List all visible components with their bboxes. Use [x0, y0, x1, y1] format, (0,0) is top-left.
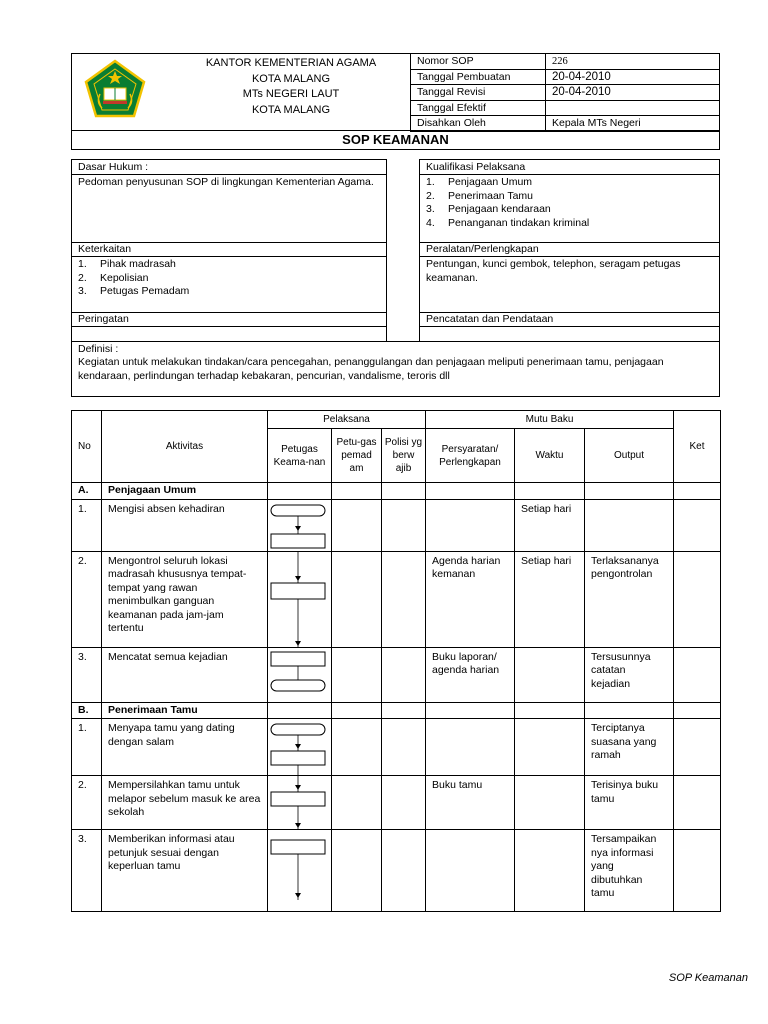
meta-label: Nomor SOP	[411, 54, 546, 70]
pencatatan-label: Pencatatan dan Pendataan	[426, 313, 554, 325]
row-output: Tersampaikan nya informasi yang dibutuhkan tamu	[585, 830, 674, 912]
definisi-text: Kegiatan untuk melakukan tindakan/cara pencegahan, penanggulangan dan penjagaan meliputi penerimaan tamu, penjagaan kendaraan, perlindungan terhadap kebakaran, pencurian, vandalisme, teroris dll	[78, 356, 664, 382]
dasar-hukum-label: Dasar Hukum :	[78, 161, 149, 173]
row-aktivitas: Mencatat semua kejadian	[102, 647, 268, 702]
col-petugas-pemadam: Petu-gas pemad am	[332, 429, 382, 483]
kemenag-emblem-icon	[82, 58, 148, 122]
row-waktu	[515, 776, 585, 830]
meta-label: Disahkan Oleh	[411, 116, 546, 132]
list-item: 2. Kepolisian	[78, 271, 149, 284]
footer-caption: SOP Keamanan	[668, 972, 748, 984]
dasar-hukum-text: Pedoman penyusunan SOP di lingkungan Kementerian Agama.	[78, 176, 374, 188]
keterkaitan-label: Keterkaitan	[78, 243, 132, 255]
org-line-2: KOTA MALANG	[251, 72, 331, 85]
row-output: Terisinya buku tamu	[585, 776, 674, 830]
row-persyaratan	[426, 499, 515, 551]
col-polisi: Polisi yg berw ajib	[382, 429, 426, 483]
row-no: 3.	[72, 647, 102, 702]
flowchart-start-icon	[268, 500, 332, 552]
row-waktu	[515, 719, 585, 776]
definisi-label: Definisi :	[78, 343, 119, 355]
peralatan-label: Peralatan/Perlengkapan	[426, 243, 539, 255]
kualifikasi-label: Kualifikasi Pelaksana	[426, 161, 526, 173]
row-no: 3.	[72, 830, 102, 912]
section-no: B.	[72, 702, 102, 719]
list-item: 2. Penerimaan Tamu	[426, 189, 534, 202]
row-aktivitas: Mengisi absen kehadiran	[102, 499, 268, 551]
kualifikasi-list	[426, 176, 716, 230]
flowchart-cell	[268, 647, 332, 702]
flowchart-process-icon	[268, 552, 332, 648]
flowchart-start-icon	[268, 719, 332, 776]
section-row	[72, 702, 721, 719]
row-aktivitas: Mempersilahkan tamu untuk melapor sebelum masuk ke area sekolah	[102, 776, 268, 830]
meta-row	[411, 85, 720, 101]
row-output: Terciptanya suasana yang ramah	[585, 719, 674, 776]
meta-row	[411, 100, 720, 116]
sop-activity-table	[71, 410, 721, 912]
meta-row	[411, 69, 720, 85]
table-row	[72, 719, 721, 776]
row-aktivitas: Mengontrol seluruh lokasi madrasah khususnya tempat-tempat yang rawan menimbulkan ganguan keamanan pada jam-jam tertentu	[102, 551, 268, 647]
section-title: Penjagaan Umum	[102, 483, 268, 500]
row-persyaratan	[426, 719, 515, 776]
row-output: Terlaksananya pengontrolan	[585, 551, 674, 647]
meta-value: 226	[546, 54, 720, 70]
sop-meta-table	[410, 53, 720, 132]
meta-value: 20-04-2010	[546, 85, 720, 101]
meta-row	[411, 116, 720, 132]
meta-value	[546, 100, 720, 116]
col-mutu-baku: Mutu Baku	[426, 411, 674, 429]
peralatan-text: Pentungan, kunci gembok, telephon, seragam petugas keamanan.	[426, 258, 681, 284]
row-persyaratan: Agenda harian kemanan	[426, 551, 515, 647]
row-waktu: Setiap hari	[515, 499, 585, 551]
list-item: 4. Penanganan tindakan kriminal	[426, 216, 590, 229]
row-persyaratan: Buku laporan/ agenda harian	[426, 647, 515, 702]
col-output: Output	[585, 429, 674, 483]
row-persyaratan: Buku tamu	[426, 776, 515, 830]
list-item: 3. Penjagaan kendaraan	[426, 203, 551, 215]
row-output	[585, 499, 674, 551]
row-output: Tersusunnya catatan kejadian	[585, 647, 674, 702]
org-line-4: KOTA MALANG	[251, 103, 331, 116]
kemenag-logo	[82, 58, 148, 122]
list-item: 3. Petugas Pemadam	[78, 285, 190, 297]
org-line-3: MTs NEGERI LAUT	[242, 88, 340, 100]
flowchart-end-icon	[268, 648, 332, 703]
col-petugas-keamanan: Petugas Keama-nan	[268, 429, 332, 483]
meta-label: Tanggal Efektif	[411, 100, 546, 116]
col-pelaksana: Pelaksana	[268, 411, 426, 429]
row-waktu	[515, 647, 585, 702]
meta-value: Kepala MTs Negeri	[546, 116, 720, 132]
table-row	[72, 776, 721, 830]
col-aktivitas: Aktivitas	[102, 411, 268, 483]
section-no: A.	[72, 483, 102, 500]
row-no: 2.	[72, 551, 102, 647]
flowchart-cell	[268, 719, 332, 776]
flowchart-end-icon	[268, 830, 332, 912]
col-no: No	[72, 411, 102, 483]
peringatan-label: Peringatan	[78, 313, 129, 325]
flowchart-cell	[268, 551, 332, 647]
org-name-block	[170, 56, 412, 118]
row-persyaratan	[426, 830, 515, 912]
meta-label: Tanggal Pembuatan	[411, 69, 546, 85]
flowchart-cell	[268, 776, 332, 830]
col-ket: Ket	[674, 411, 721, 483]
row-no: 1.	[72, 719, 102, 776]
row-waktu	[515, 830, 585, 912]
flowchart-cell	[268, 499, 332, 551]
org-line-1: KANTOR KEMENTERIAN AGAMA	[205, 57, 377, 69]
list-item: 1. Pihak madrasah	[78, 258, 176, 270]
meta-value: 20-04-2010	[546, 69, 720, 85]
table-row	[72, 499, 721, 551]
keterkaitan-list	[78, 258, 378, 299]
meta-row	[411, 54, 720, 70]
list-item: 1. Penjagaan Umum	[426, 176, 533, 188]
table-row	[72, 830, 721, 912]
row-no: 1.	[72, 499, 102, 551]
row-waktu: Setiap hari	[515, 551, 585, 647]
section-row	[72, 483, 721, 500]
meta-label: Tanggal Revisi	[411, 85, 546, 101]
section-title: Penerimaan Tamu	[102, 702, 268, 719]
col-waktu: Waktu	[515, 429, 585, 483]
page-title: SOP KEAMANAN	[342, 132, 449, 147]
flowchart-process-icon	[268, 776, 332, 830]
row-aktivitas: Menyapa tamu yang dating dengan salam	[102, 719, 268, 776]
col-persyaratan: Persyaratan/ Perlengkapan	[426, 429, 515, 483]
row-no: 2.	[72, 776, 102, 830]
table-row	[72, 647, 721, 702]
row-aktivitas: Memberikan informasi atau petunjuk sesuai dengan keperluan tamu	[102, 830, 268, 912]
flowchart-cell	[268, 830, 332, 912]
table-row	[72, 551, 721, 647]
